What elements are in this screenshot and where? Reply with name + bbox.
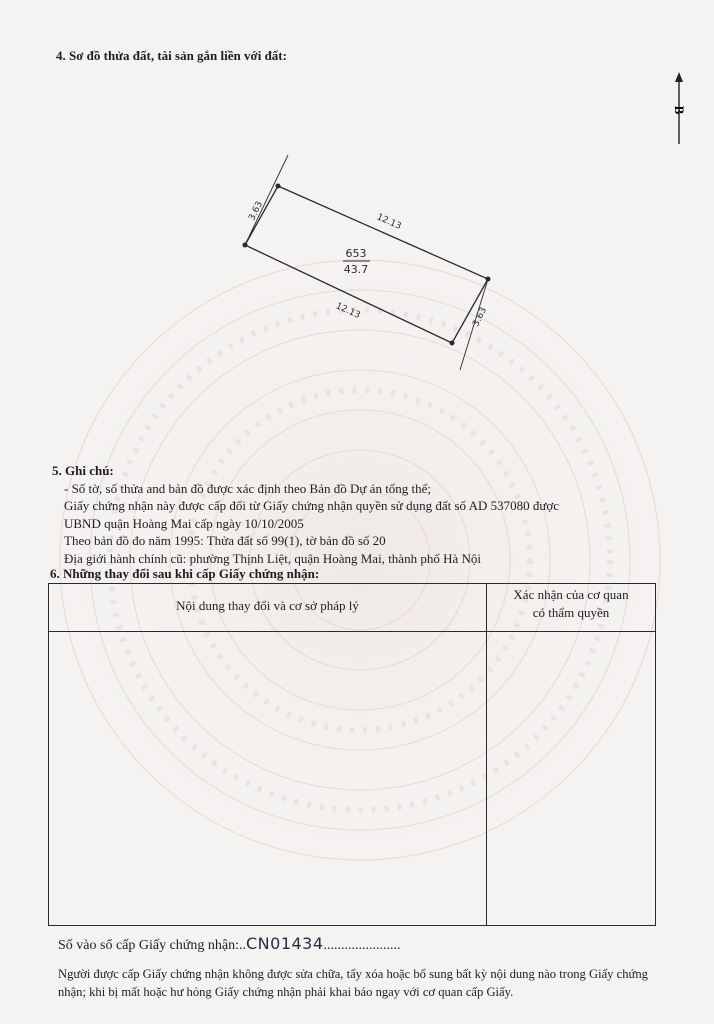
dim-top-label: 12.13 bbox=[375, 212, 403, 232]
note-line: - Số tờ, số thửa and bản đồ được xác định theo Bản đồ Dự án tổng thể; bbox=[64, 480, 432, 496]
registry-dots-after: ...................... bbox=[323, 938, 401, 953]
registry-label: Số vào sổ cấp Giấy chứng nhận: bbox=[58, 938, 239, 953]
column-header-confirmation bbox=[486, 586, 656, 622]
parcel-diagram bbox=[0, 0, 714, 460]
section-6-title: 6. Những thay đổi sau khi cấp Giấy chứng nhận: bbox=[50, 566, 320, 581]
warning-text: Người được cấp Giấy chứng nhận không được sửa chữa, tẩy xóa hoặc bổ sung bất kỳ nội dung nào trong Giấy chứng nhận; khi bị mất hoặc hư hỏng Giấy chứng nhận phải khai báo ngay với cơ quan cấp Giấy. bbox=[58, 967, 648, 999]
north-arrow-label: B bbox=[672, 105, 687, 115]
section-4-title: 4. Sơ đồ thửa đất, tài sản gắn liền với đất: bbox=[56, 48, 287, 63]
column-header-confirmation-line1: Xác nhận của cơ quan bbox=[513, 587, 629, 602]
changes-table bbox=[48, 583, 656, 926]
section-5-notes bbox=[50, 462, 559, 568]
column-header-confirmation-line2: có thẩm quyền bbox=[532, 605, 610, 620]
note-line: Địa giới hành chính cũ: phường Thịnh Liệt, quận Hoàng Mai, thành phố Hà Nội bbox=[64, 550, 481, 566]
note-line: Theo bản đồ đo năm 1995: Thửa đất số 99(1), tờ bản đồ số 20 bbox=[64, 533, 386, 549]
note-line: Giấy chứng nhận này được cấp đổi từ Giấy chứng nhận quyền sử dụng đất số AD 537080 được bbox=[64, 498, 560, 514]
registry-number: CN01434 bbox=[246, 934, 324, 953]
note-line: UBND quận Hoàng Mai cấp ngày 10/10/2005 bbox=[64, 515, 304, 531]
registry-line bbox=[58, 934, 401, 954]
section-5-title: 5. Ghi chú: bbox=[52, 463, 114, 478]
column-header-changes: Nội dung thay đổi và cơ sở pháp lý bbox=[176, 598, 359, 613]
dim-right-label: 3.63 bbox=[471, 305, 490, 329]
parcel-area: 43.7 bbox=[343, 263, 369, 276]
dim-bottom-label: 12.13 bbox=[334, 301, 362, 321]
dim-left-label: 3.63 bbox=[247, 199, 266, 223]
registry-dots-before: .. bbox=[239, 938, 246, 953]
parcel-number: 653 bbox=[345, 247, 367, 260]
